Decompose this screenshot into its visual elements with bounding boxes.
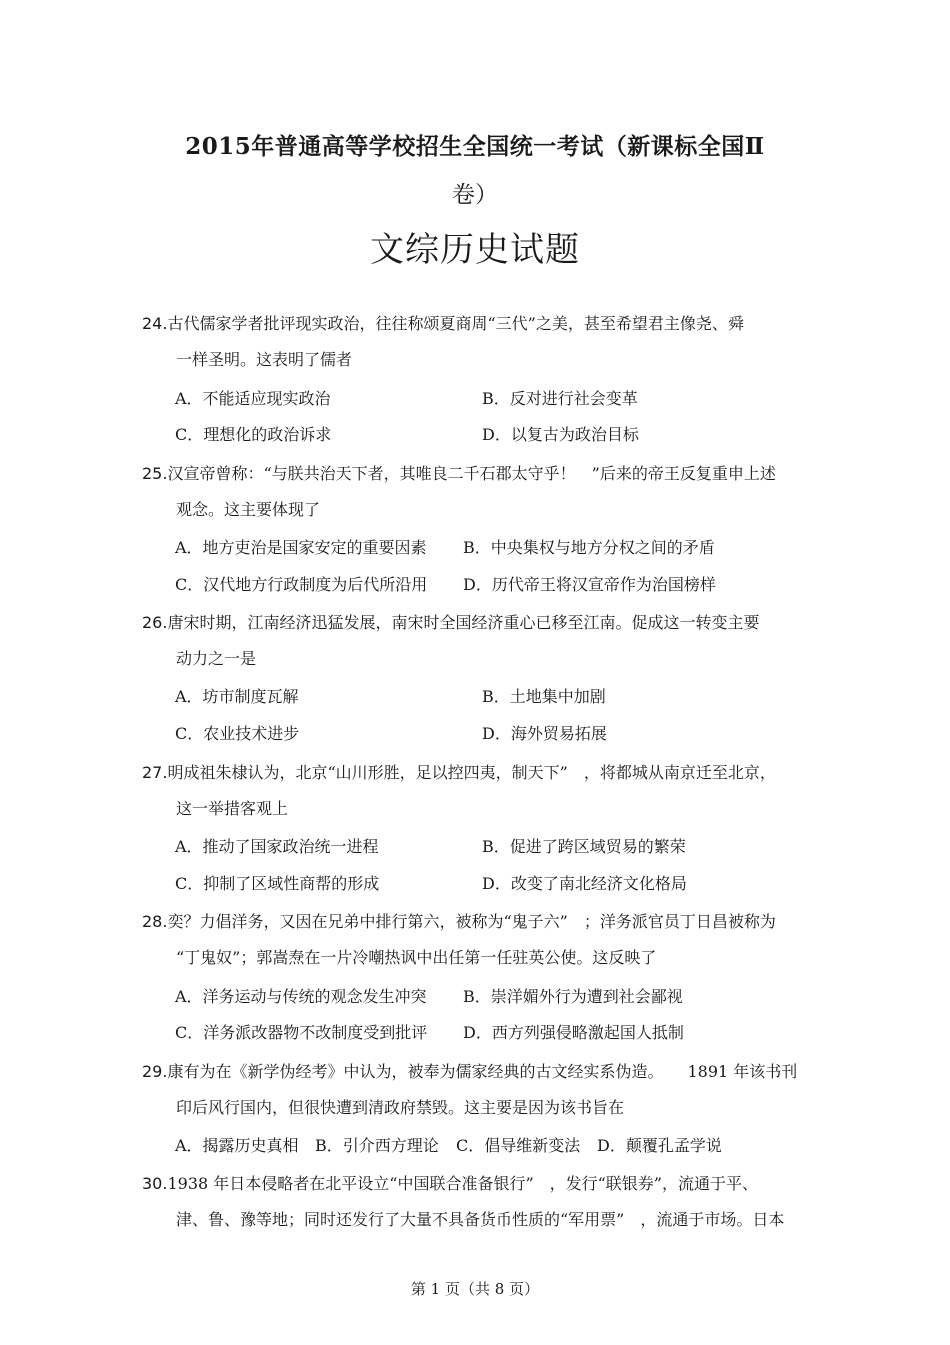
options-26-row2 bbox=[175, 721, 815, 747]
option-b: B．引介西方理论 bbox=[315, 1136, 439, 1155]
exam-title: 2015年普通高等学校招生全国统一考试（新课标全国Ⅱ bbox=[185, 133, 765, 160]
option-a: A．不能适应现实政治 bbox=[175, 389, 331, 408]
question-28 bbox=[142, 904, 812, 976]
question-stem-continued: 这一举措客观上 bbox=[176, 799, 289, 818]
question-26 bbox=[142, 605, 812, 677]
question-stem-continued: 津、鲁、豫等地；同时还发行了大量不具备货币性质的“军用票” ，流通于市场。日本 bbox=[176, 1210, 785, 1229]
options-25-row1 bbox=[175, 535, 815, 561]
question-stem: 古代儒家学者批评现实政治，往往称颂夏商周“三代”之美，甚至希望君主像尧、舜 bbox=[167, 314, 744, 333]
option-d: D．西方列强侵略激起国人抵制 bbox=[463, 1023, 684, 1042]
option-b: B．促进了跨区域贸易的繁荣 bbox=[482, 837, 686, 856]
option-d: D．海外贸易拓展 bbox=[482, 724, 607, 743]
option-d: D．历代帝王将汉宣帝作为治国榜样 bbox=[463, 575, 716, 594]
options-28-row2 bbox=[175, 1020, 815, 1046]
subject-title: 文综历史试题 bbox=[370, 230, 580, 270]
question-stem-continued: 动力之一是 bbox=[176, 649, 257, 668]
option-d: D．颠覆孔孟学说 bbox=[597, 1136, 722, 1155]
question-25 bbox=[142, 456, 812, 528]
question-number: 25. bbox=[142, 464, 168, 483]
exam-title-continued: 卷） bbox=[452, 182, 498, 208]
option-d: D．改变了南北经济文化格局 bbox=[482, 874, 687, 893]
question-number: 24. bbox=[142, 314, 168, 333]
option-b: B．中央集权与地方分权之间的矛盾 bbox=[463, 538, 715, 557]
option-c: C．洋务派改器物不改制度受到批评 bbox=[175, 1023, 428, 1042]
question-27 bbox=[142, 755, 812, 827]
option-b: B．土地集中加剧 bbox=[482, 687, 606, 706]
options-24-row1 bbox=[175, 386, 815, 412]
question-stem: 1938 年日本侵略者在北平设立“中国联合准备银行” ，发行“联银券”，流通于平、 bbox=[167, 1174, 758, 1193]
question-number: 27. bbox=[142, 763, 168, 782]
question-stem-continued: 印后风行国内，但很快遭到清政府禁毁。这主要是因为该书旨在 bbox=[176, 1098, 625, 1117]
question-24 bbox=[142, 306, 812, 378]
question-30 bbox=[142, 1166, 812, 1238]
option-a: A．洋务运动与传统的观念发生冲突 bbox=[175, 987, 427, 1006]
question-stem: 唐宋时期，江南经济迅猛发展，南宋时全国经济重心已移至江南。促成这一转变主要 bbox=[167, 613, 760, 632]
question-stem-continued: 一样圣明。这表明了儒者 bbox=[176, 350, 353, 369]
option-c: C．理想化的政治诉求 bbox=[175, 425, 332, 444]
question-stem: 明成祖朱棣认为，北京“山川形胜，足以控四夷，制天下” ，将都城从南京迁至北京， bbox=[167, 763, 776, 782]
question-stem-continued: 观念。这主要体现了 bbox=[176, 500, 321, 519]
option-a: A．推动了国家政治统一进程 bbox=[175, 837, 379, 856]
options-26-row1 bbox=[175, 684, 815, 710]
option-b: B．反对进行社会变革 bbox=[482, 389, 638, 408]
options-27-row2 bbox=[175, 871, 815, 897]
question-number: 28. bbox=[142, 912, 168, 931]
question-number: 26. bbox=[142, 613, 168, 632]
question-number: 30. bbox=[142, 1174, 168, 1193]
option-a: A．揭露历史真相 bbox=[175, 1136, 299, 1155]
option-b: B．崇洋媚外行为遭到社会鄙视 bbox=[463, 987, 683, 1006]
option-a: A．地方吏治是国家安定的重要因素 bbox=[175, 538, 427, 557]
question-29 bbox=[142, 1054, 812, 1126]
options-29-row bbox=[175, 1133, 815, 1159]
option-d: D．以复古为政治目标 bbox=[482, 425, 639, 444]
option-c: C．倡导维新变法 bbox=[456, 1136, 581, 1155]
options-27-row1 bbox=[175, 834, 815, 860]
question-stem: 奕？力倡洋务，又因在兄弟中排行第六，被称为“鬼子六” ；洋务派官员丁日昌被称为 bbox=[167, 912, 776, 931]
options-25-row2 bbox=[175, 572, 815, 598]
page-footer: 第 1 页（共 8 页） bbox=[410, 1280, 540, 1298]
question-stem-continued: “丁鬼奴”；郭嵩焘在一片冷嘲热讽中出任第一任驻英公使。这反映了 bbox=[176, 948, 657, 967]
option-c: C．农业技术进步 bbox=[175, 724, 300, 743]
option-a: A．坊市制度瓦解 bbox=[175, 687, 299, 706]
option-c: C．抑制了区域性商帮的形成 bbox=[175, 874, 380, 893]
options-28-row1 bbox=[175, 984, 815, 1010]
question-stem: 汉宣帝曾称：“与朕共治天下者，其唯良二千石郡太守乎！ ”后来的帝王反复重申上述 bbox=[167, 464, 776, 483]
question-stem: 康有为在《新学伪经考》中认为，被奉为儒家经典的古文经实系伪造。 1891 年该书刊 bbox=[167, 1062, 798, 1081]
question-number: 29. bbox=[142, 1062, 168, 1081]
option-c: C．汉代地方行政制度为后代所沿用 bbox=[175, 575, 428, 594]
options-24-row2 bbox=[175, 422, 815, 448]
